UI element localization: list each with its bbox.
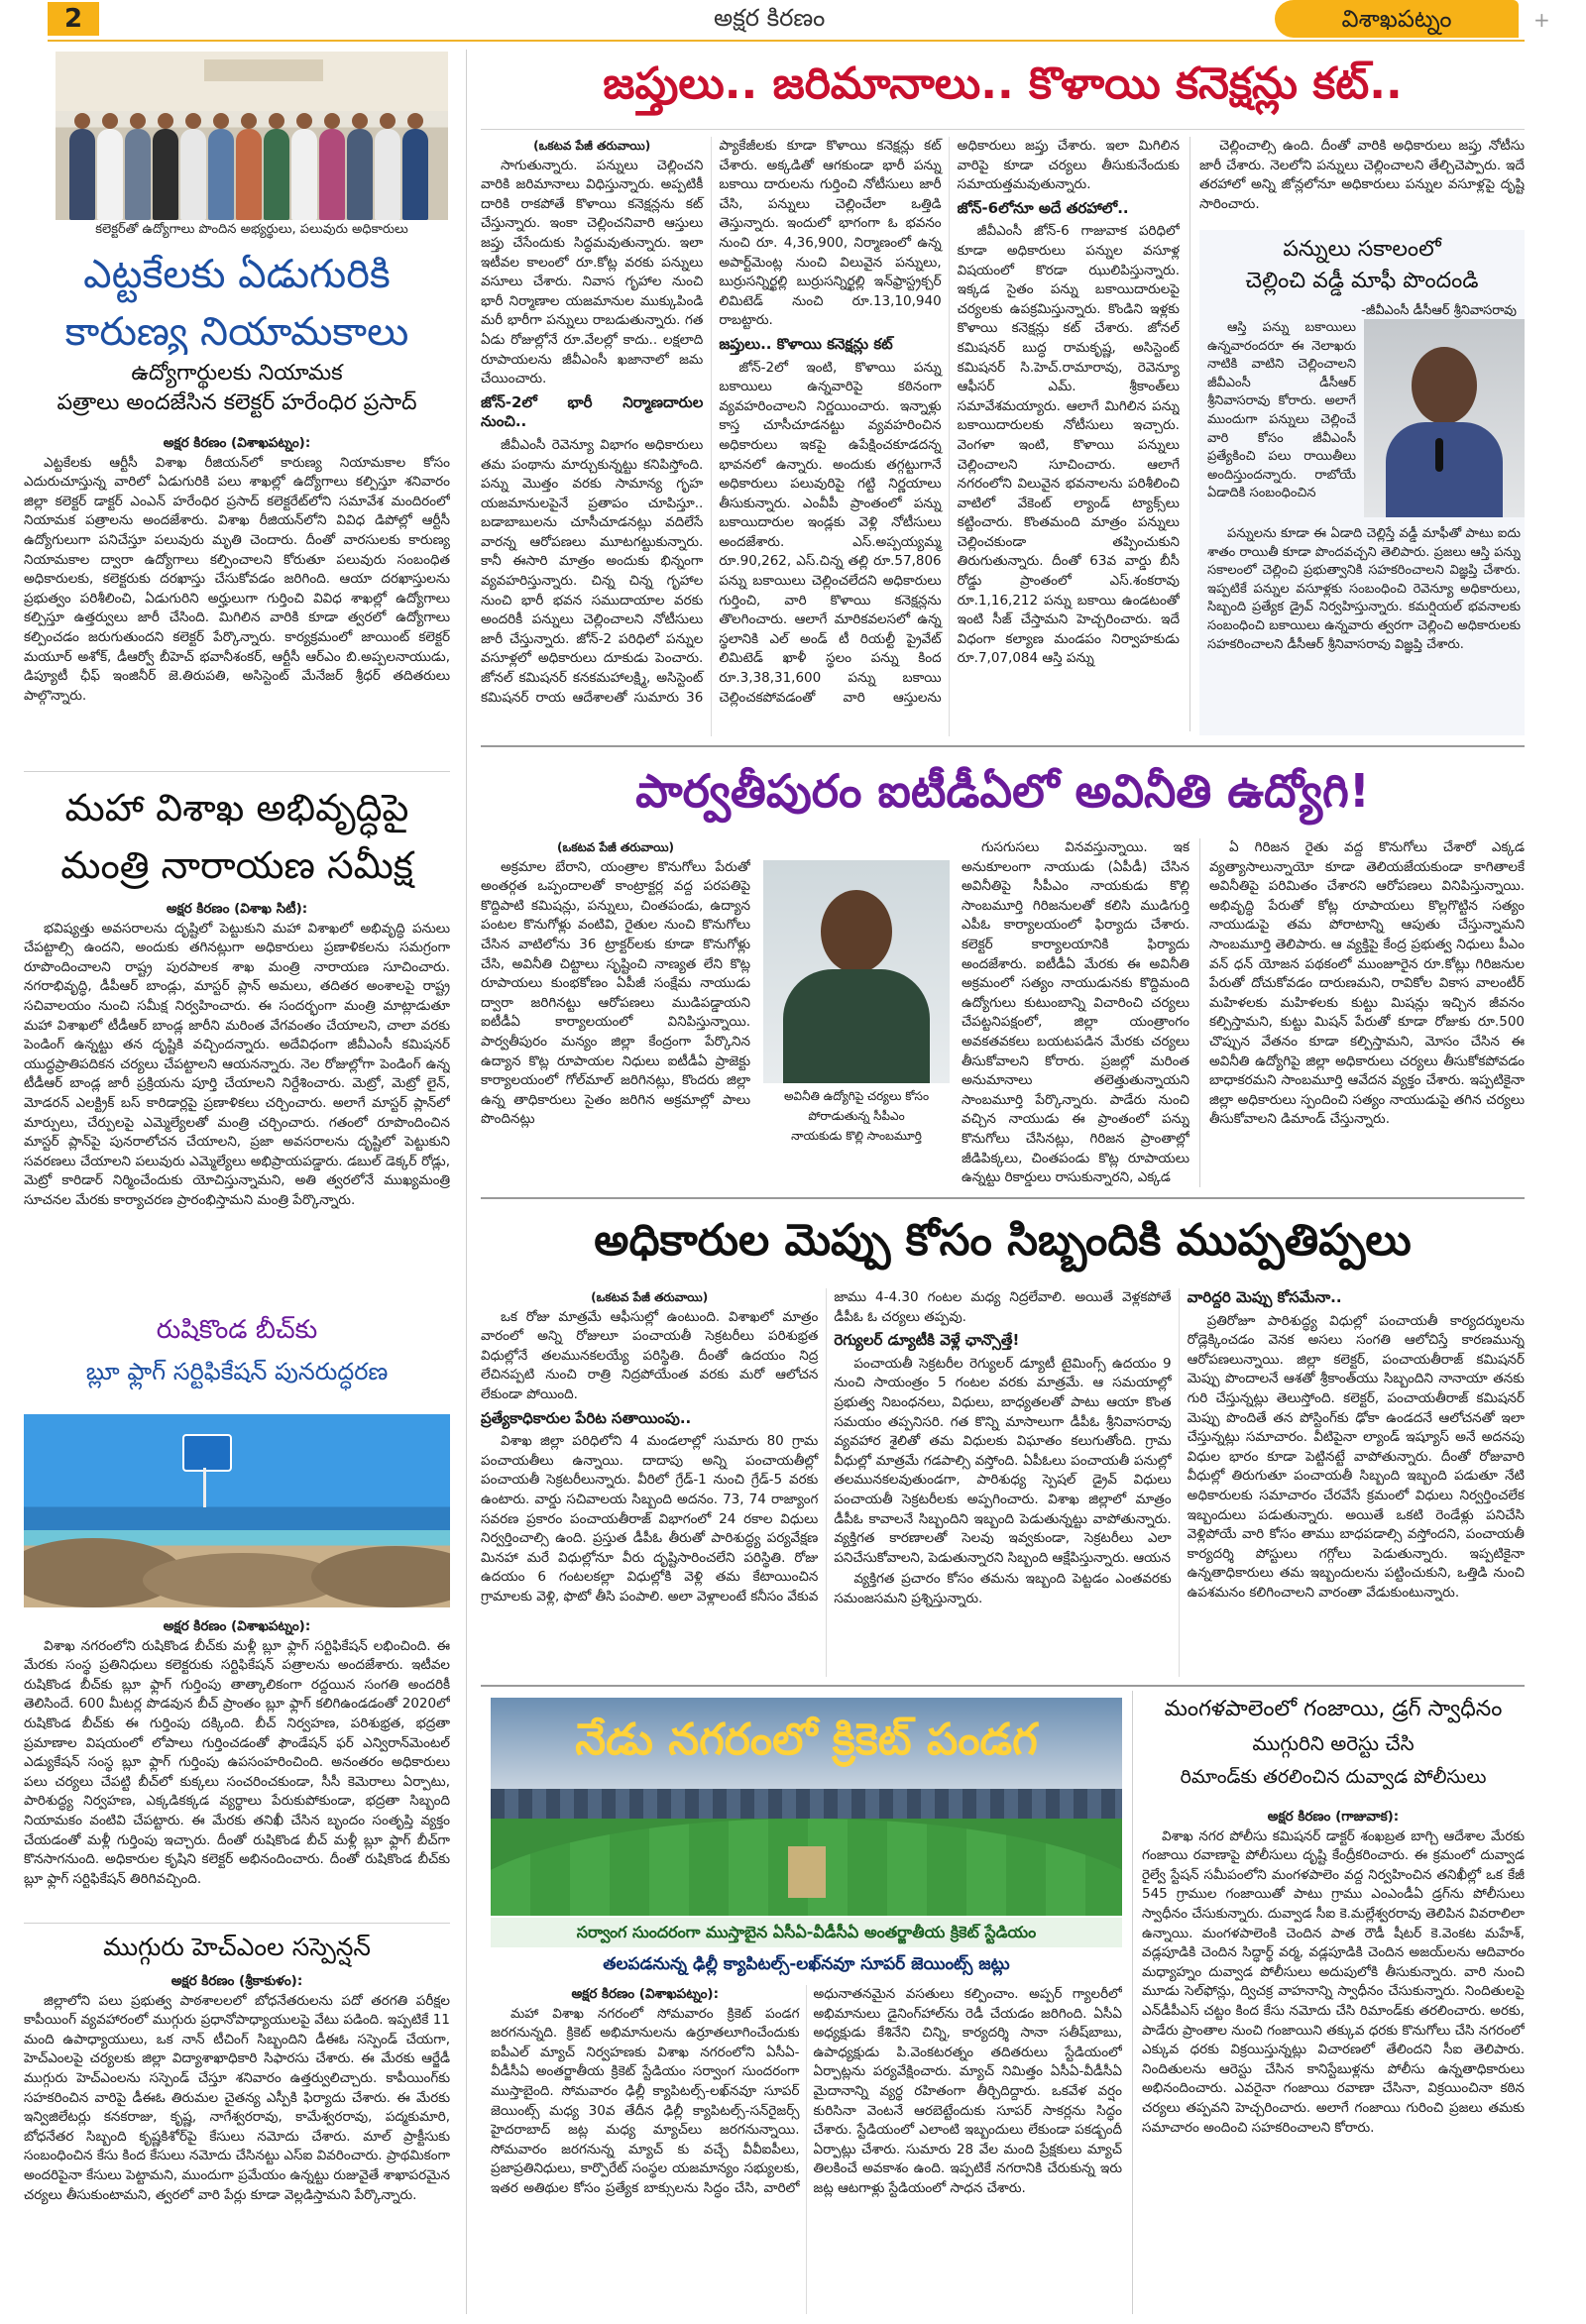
story-mid-col1: (ఒకటవ పేజీ తరువాయి) అక్రమాల బేరాని, యంత్రాల కొనుగోలు పేరుతో అంతర్గత ఒప్పందాలతో కాంట్రాక్టర్ల వద్ద పరపతిపై కొద్దిపాటి కమిషన్లు, పన్నులు, చింతపండు, ఉద్యాన పంటల కొనుగోళ్లు వంటివి, రైతుల నుంచి కొనుగోలు చేసిన వాటిలోను 36 ట్రాక్టర్‌లకు కూడా కొనుగోళ్లు చేసి, అవినీతి చిట్టాలు సృష్టించి నాణ్యత లేని కొట్ల రూపాయలు కుంభకోణం ఏపీజీ సంక్షేమ నాయుడు ద్వారా జరిగినట్టు ఆరోపణలు ముడిపడ్డాయని ఐటీడీఏ కార్యాలయంలో వినిపిస్తున్నాయి. పార్వతీపురం మన్యం జిల్లా కేంద్రంగా పేర్కొనిన ఉద్యాన కొట్ల రూపాయల నిధులు ఐటీడీఏ ప్రాజెక్టు కార్యాలయంలో గోల్‌మాల్‌ జరిగినట్లు, కొందరు జిల్లా ఉన్న తాధికారులు సైతం జరిగిన అక్రమాల్లో పాలు పొందినట్లు <box>481 840 750 1128</box>
collector-group-photo <box>56 52 448 220</box>
tax-waiver-box: పన్నులు సకాలంలో చెల్లించి వడ్డీ మాఫీ పొందండి -జీవీఎంసీ డీసీఆర్‌ శ్రీనివాసరావు <box>1199 230 1525 735</box>
blue-flag-icon <box>182 1434 232 1472</box>
story3-body: అక్షర కిరణం (విశాఖపట్నం): విశాఖ నగరంలోని రుషికొండ బీచ్‌కు మళ్లీ బ్లూ ఫ్లాగ్‌ సర్టిఫికేషన్‌ లభించింది. ఈ మేరకు సంస్థ ప్రతినిధులు కలెక్టరుకు సర్టిఫికేషన్‌ పత్రాలను అందజేశారు. ఇటీవల రుషికొండ బీచ్‌కు బ్లూ ఫ్లాగ్‌ గుర్తింపు తాత్కాలికంగా రద్దయిన సంగతి అందరికీ తెలిసిందే. 600 మీటర్ల పొడవున బీచ్‌ ప్రాంతం బ్లూ ఫ్లాగ్‌ కలిగిఉండడంతో 2020లో రుషికొండ బీచ్‌కు ఈ గుర్తింపు దక్కింది. బీచ్‌ నిర్వహణ, పరిశుభ్రత, భద్రతా ప్రమాణాల విషయంలో లోపాలు గుర్తించడంతో ఫౌండేషన్‌ ఫర్‌ ఎన్విరాన్‌మెంటల్‌ ఎడ్యుకేషన్‌ సంస్థ బ్లూ ఫ్లాగ్‌ గుర్తింపు ఉపసంహరించింది. అనంతరం అధికారులు పలు చర్యలు చేపట్టి బీచ్‌లో కుక్కలు సంచరించకుండా, సీసీ కెమెరాలు ఏర్పాటు, పారిశుద్ధ్య నిర్వహణ, ఎక్కడికక్కడ వ్యర్థాలు పేరుకుపోకుండా, భద్రతా సిబ్బంది నియామకం వంటివి చేపట్టారు. ఈ మేరకు తనిఖీ చేసిన బృందం సంతృప్తి వ్యక్తం చేయడంతో మళ్లీ గుర్తింపు ఇచ్చారు. దీంతో రుషికొండ బీచ్‌ మళ్లీ బ్లూ ఫ్లాగ్‌ బీచ్‌గా కొనసాగనుంది. అధికారుల కృషిని కలెక్టర్‌ అభినందించారు. దీంతో రుషికొండ బీచ్‌కు బ్లూ ఫ్లాగ్‌ సర్టిఫికేషన్‌ తిరిగివచ్చింది. <box>24 1618 450 1887</box>
dcr-srinivasarao-photo <box>1364 319 1525 517</box>
photo-caption: కలెక్టర్‌తో ఉద్యోగాలు పొందిన అభ్యర్థులు, పలువురు అధికారులు <box>95 222 408 237</box>
cricket-stadium-photo <box>491 1698 1122 1916</box>
story-top-body: (ఒకటవ పేజీ తరువాయి) సాగుతున్నారు. పన్నులు చెల్లించని వారికి జరిమానాలు విధిస్తున్నారు. అప్పటికీ దారికి రాకపోతే కొళాయి కనెక్షన్లను కట్‌ చేస్తున్నారు. ఇంకా చెల్లించనివారి ఆస్తులు జప్తు చేసేందుకు సిద్ధమవుతున్నారు. ఇలా ఇటీవల కాలంలో రూ.కోట్ల వరకు పన్నులు వసూలు చేశారు. నివాస గృహాల నుంచి భారీ నిర్మాణాల యజమానుల ముక్కుపిండి మరీ భారీగా పన్నులు రాబడుతున్నారు. గత ఏడు రోజుల్లోనే రూ.వేలల్లో కాదు.. లక్షలాది రూపాయలను జీవీఎంసీ ఖజానాలో జమ చేయించారు. జోన్‌-2లో భారీ నిర్మాణదారుల నుంచి.. జీవీఎంసీ రెవెన్యూ విభాగం అధికారులు తమ పంథాను మార్చుకున్నట్టు కనిపిస్తోంది. పన్ను మొత్తం వరకు సామాన్య గృహ యజమానులపైనే ప్రతాపం చూపిస్తూ.. బడాబాబులను చూసీచూడనట్లు వదిలేసే వారన్న ఆరోపణలు మూటగట్టుకున్నారు. కానీ ఈసారి మాత్రం అందుకు భిన్నంగా వ్యవహరిస్తున్నారు. చిన్న చిన్న గృహాల నుంచి భారీ భవన సముదాయాల వరకు అందరికీ పన్నులు చెల్లించాలని నోటీసులు జారీ చేస్తున్నారు. జోన్‌-2 పరిధిలో పన్నుల వసూళ్లలో అధికారులు దూకుడు పెంచారు. జోనల్‌ కమిషనర్‌ కనకమహాలక్ష్మి, అసిస్టెంట్‌ కమిషనర్‌ రాయ ఆదేశాలతో సుమారు 36 ప్యాకేజీలకు కూడా కొళాయి కనెక్షన్లు కట్‌ చేశారు. అక్కడితో ఆగకుండా భారీ పన్ను బకాయి దారులను గుర్తించి నోటీసులు జారీ చేసి, పన్నులు చెల్లించేలా ఒత్తిడి తెస్తున్నారు. ఇందులో భాగంగా ఓ భవనం నుంచి రూ. 4,36,900, నిర్మాణంలో ఉన్న అపార్ట్‌మెంట్ల నుంచి విలువైన పన్నులు, బుర్రుసన్నిర్ఖల్లి బుర్రుసన్నిర్ఖల్లి ఇన్‌ఫ్రాస్ట్రక్చర్‌ లిమిటెడ్‌ నుంచి రూ.13,10,940 రాబట్టారు. జప్తులు.. కొళాయి కనెక్షన్లు కట్‌ జోన్‌-2లో ఇంటి, కొళాయి పన్ను బకాయిలు ఉన్నవారిపై కఠినంగా వ్యవహరించాలని నిర్ణయించారు. ఇన్నాళ్లు కాస్త చూసీచూడనట్టు వ్యవహరించిన అధికారులు ఇకపై ఉపేక్షించకూడదన్న భావనలో ఉన్నారు. అందుకు తగ్గట్టుగానే అధికారులు పలువురిపై గట్టి నిర్ణయాలు తీసుకున్నారు. ఎంవీపీ ప్రాంతంలో పన్ను బకాయిదారుల ఇండ్లకు వెళ్లి నోటీసులు అందజేశారు. ఎస్‌.అప్పయ్యమ్మ రూ.90,262, ఎస్‌.చిన్న తల్లి రూ.57,806 పన్ను బకాయిలు చెల్లించలేదని అధికారులు గుర్తించి, వారి కొళాయి కనెక్షన్లను తొలగించారు. ఆలాగే మారికవలసలో ఉన్న స్థలానికి ఎల్‌ అండ్‌ టీ రియల్టీ ప్రైవేట్‌ లిమిటెడ్‌ ఖాళీ స్థలం పన్ను కింద రూ.3,38,31,600 పన్ను బకాయి చెల్లించకపోవడంతో వారి ఆస్తులను అధికారులు జప్తు చేశారు. ఇలా మిగిలిన వారిపై కూడా చర్యలు తీసుకునేందుకు సమాయత్తమవుతున్నారు. జోన్‌-6లోనూ అదే తరహాలో.. జీవీఎంసీ జోన్‌-6 గాజువాక పరిధిలో కూడా అధికారులు పన్నుల వసూళ్ల విషయంలో కొరడా ఝులిపిస్తున్నారు. ఇక్కడ సైతం పన్ను బకాయిదారులపై చర్యలకు ఉపక్రమిస్తున్నారు. కొండిని ఇళ్లకు కొళాయి కనెక్షన్లు కట్‌ చేశారు. జోనల్‌ కమిషనర్‌ బుద్ధ రామకృష్ణ, అసిస్టెంట్‌ కమిషనర్‌ సి.హెచ్‌.రామారావు, రెవెన్యూ ఆఫీసర్‌ ఎమ్‌. శ్రీకాంత్‌లు సమావేశమయ్యారు. ఆలాగే మిగిలిన పన్ను బకాయిదారులకు నోటీసులు ఇచ్చారు. వెంగళా ఇంటి, కొళాయి పన్నులు చెల్లించాలని సూచించారు. ఆలాగే నగరంలోని విలువైన భవనాలను పరిశీలించి వాటిలో వేకెంట్‌ ల్యాండ్‌ ట్యాక్స్‌లు కట్టించారు. కొంతమంది మాత్రం పన్నులు చెల్లించకుండా తప్పించుకుని తిరుగుతున్నారు. దీంతో 63వ వార్డు బీసీ రోడ్డు ప్రాంతంలో ఎస్‌.శంకరావు రూ.1,16,212 పన్ను బకాయి ఉండటంతో ఇంటి సీజ్‌ చేస్తామని హెచ్చరించారు. ఇదే విధంగా కల్యాణ మండపం నిర్వాహకుడు రూ.7,07,084 ఆస్తి పన్ను <box>481 138 1180 706</box>
cricket-caption-1: సర్వాంగ సుందరంగా ముస్తాబైన ఏసీఏ-వీడీసీఏ అంతర్జాతీయ క్రికెట్‌ స్టేడియం <box>491 1918 1122 1947</box>
page-number: 2 <box>48 2 99 36</box>
story2-body: అక్షర కిరణం (విశాఖ సిటీ): భవిష్యత్తు అవసరాలను దృష్టిలో పెట్టుకుని మహా విశాఖలో అభివృద్ధి పనులు చేపట్టాల్సి ఉందని, అందుకు తగినట్లుగా అధికారులు ప్రణాళికలను సమగ్రంగా రూపొందించాలని రాష్ట్ర పురపాలక శాఖ మంత్రి నారాయణ సూచించారు. నగరాభివృద్ధి, డీపీఆర్‌ బాండ్లు, మాస్టర్‌ ప్లాన్‌ అమలు, తదితర అంశాలపై రాష్ట్ర సచివాలయం నుంచి సమీక్ష నిర్వహించారు. ఈ సందర్భంగా మంత్రి మాట్లాడుతూ మహా విశాఖలో టీడీఆర్‌ బాండ్ల జారీని మరింత వేగవంతం చేయాలని, చాలా వరకు పెండింగ్‌ ఉన్నట్టు తన దృష్టికి వచ్చిందన్నారు. అదేవిధంగా జీవీఎంసీ కమిషనర్‌ యుద్ధప్రాతిపదికన చర్యలు చేపట్టాలని ఆయనన్నారు. నెల రోజుల్లోగా పెండింగ్‌ ఉన్న టీడీఆర్‌ బాండ్ల జారీ ప్రక్రియను పూర్తి చేయాలని నిర్దేశించారు. మెట్రో, మెట్రో లైన్‌, మోడరన్‌ ఎలక్ట్రిక్‌ బస్‌ కారిడార్లపై ప్రణాళికలు చర్చించారు. అలాగే మాస్టర్‌ ప్లాన్‌లో మార్పులు, చేర్పులపై ఎమ్మెల్యేలతో మంత్రి చర్చించారు. గతంలో రూపొందించిన మాస్టర్‌ ప్లాన్‌పై పునరాలోచన చేయాలని, ప్రజా అవసరాలను దృష్టిలో పెట్టుకుని సవరణలు చేయాలని పలువురు ఎమ్మెల్యేలు అభిప్రాయపడ్డారు. డబుల్‌ డెక్కర్‌ రోడ్లు, మెట్రో కారిడార్‌ నిర్మించేందుకు యోచిస్తున్నామని, అతి త్వరలోనే ముఖ్యమంత్రి సూచనల మేరకు కార్యాచరణ ప్రారంభిస్తామని మంత్రి పేర్కొన్నారు. <box>24 901 450 1208</box>
story2-headline: మహా విశాఖ అభివృద్ధిపై మంత్రి నారాయణ సమీక్ష <box>60 786 413 887</box>
paper-name: అక్షర కిరణం <box>714 4 826 32</box>
story3-headline: రుషికొండ బీచ్‌కు బ్లూ ఫ్లాగ్‌ సర్టిఫికేషన్‌ పునరుద్ధరణ <box>85 1315 389 1385</box>
story4-body: అక్షర కిరణం (శ్రీకాకుళం): జిల్లాలోని పలు ప్రభుత్వ పాఠశాలలలో బోధనేతరులను పదో తరగతి పరీక్షల కాపీయింగ్‌ వ్యవహారంలో ముగ్గురు ప్రధానోపాధ్యాయులపై వేటు పడింది. ఇప్పటికే 11 మంది ఉపాధ్యాయులు, ఒక నాన్‌ టీచింగ్‌ సిబ్బందిని డీఈఓ సస్పెండ్‌ చేయగా, హెచ్‌ఎంలపై చర్యలకు జిల్లా విద్యాశాఖాధికారి సిఫారసు చేశారు. ఈ మేరకు ఆర్జేడీ ముగ్గురు హెచ్‌ఎంలను సస్పెండ్‌ చేస్తూ శనివారం ఉత్తర్వులిచ్చారు. కాపీయింగ్‌కు సహకరించిన వారిపై డీఈఓ తిరుమల చైతన్య ఎస్పీకి ఫిర్యాదు చేశారు. ఈ మేరకు ఇన్విజిలేటర్లు కనకరాజు, కృష్ణ, నాగేశ్వరరావు, కామేశ్వరరావు, పద్మకుమారి, బోధనేతర సిబ్బంది కృష్ణకిశోర్‌పై కేసులు నమోదు చేశారు. మాల్‌ ప్రాక్టీసుకు సంబంధించిన కేసు కింద కేసులు నమోదు చేసినట్టు ఎస్‌ఐ వివరించారు. ప్రాథమికంగా అందరిపైనా కేసులు పెట్టామని, ముందుగా ప్రమేయం ఉన్నట్టు రుజువైతే శాఖాపరమైన చర్యలు తీసుకుంటామని, త్వరలో వారి పేర్లు కూడా వెల్లడిస్తామని పేర్కొన్నారు. <box>24 1973 450 2203</box>
header-rule <box>48 40 1525 42</box>
story-mid-headline: పార్వతీపురం ఐటీడీఏలో అవినీతి ఉద్యోగి! <box>635 764 1370 818</box>
rushikonda-beach-photo <box>24 1414 450 1607</box>
ganja-body: అక్షర కిరణం (గాజువాక): విశాఖ నగర పోలీసు కమిషనర్‌ డాక్టర్‌ శంఖబ్రత బాగ్చి ఆదేశాల మేరకు గంజాయి రవాణాపై పోలీసులు దృష్టి కేంద్రీకరించారు. ఈ క్రమంలో దువ్వాడ రైల్వే స్టేషన్‌ సమీపంలోని మంగళపాలెం వద్ద నిర్వహించిన తనిఖీల్లో ఒక కేజీ 545 గ్రాముల గంజాయితో పాటు గ్రాము ఎంఎండీఏ డ్రగ్‌ను పోలీసులు స్వాధీనం చేసుకున్నారు. దువ్వాడ సీఐ కె.మల్లేశ్వరరావు తెలిపిన వివరాలిలా ఉన్నాయి. మంగళపాలెంకి చెందిన పాత రౌడీ షీటర్‌ కె.వెంకట మహేశ్‌, వడ్లపూడికి చెందిన సిద్ధార్థ్‌ వర్మ, వడ్లపూడికి చెందిన అజయ్‌లను ఆదివారం మధ్యాహ్నం దువ్వాడ పోలీసులు అదుపులోకి తీసుకున్నారు. వారి నుంచి మూడు సెల్‌ఫోన్లు, ద్విచక్ర వాహనాన్ని స్వాధీనం చేసుకున్నారు. నిందితులపై ఎన్‌డీపీఎస్‌ చట్టం కింద కేసు నమోదు చేసి రిమాండ్‌కు తరలించారు. అరకు, పాడేరు ప్రాంతాల నుంచి గంజాయిని తక్కువ ధరకు కొనుగోలు చేసి నగరంలో ఎక్కువ ధరకు విక్రయిస్తున్నట్లు విచారణలో తేలిందని సీఐ తెలిపారు. నిందితులను ఆరెస్టు చేసిన కానిస్టేబుళ్లను పోలీసు ఉన్నతాధికారులు అభినందించారు. ఎవరైనా గంజాయి రవాణా చేసినా, విక్రయించినా కఠిన చర్యలు తప్పవని హెచ్చరించారు. అలాగే గంజాయి గురించి ప్రజలు తమకు సమాచారం అందించి సహకరించాలని కోరారు. <box>1142 1809 1525 2136</box>
page-header <box>0 0 1586 40</box>
story-staff-headline: అధికారుల మెప్పు కోసం సిబ్బందికి ముప్పతిప్పలు <box>594 1215 1412 1266</box>
microphone-icon <box>1435 438 1443 472</box>
story-top-body-end: చెల్లించాల్సి ఉంది. దీంతో వారికి అధికారులు జప్తు నోటీసు జారీ చేశారు. నెలలోని పన్నులు చెల్లించాలని తేల్చిచెప్పారు. ఇదే తరహాలో అన్ని జోన్లలోనూ అధికారులు పన్నుల వసూళ్లపై దృష్టి సారించారు. <box>1199 138 1525 212</box>
story-staff-body: (ఒకటవ పేజీ తరువాయి) ఒక రోజు మాత్రమే ఆఫీసుల్లో ఉంటుంది. విశాఖలో మాత్రం వారంలో అన్ని రోజులూ పంచాయతీ సెక్రటరీలు పరిశుభ్రత విధుల్లోనే తలమునకలయ్యే పరిస్థితి. దీంతో ఉదయం నిద్ర లేచినప్పటి నుంచి రాత్రి నిద్రపోయేంత వరకు మరో ఆలోచన లేకుండా పోయింది. ప్రత్యేకాధికారుల పేరిట సతాయింపు.. విశాఖ జిల్లా పరిధిలోని 4 మండలాల్లో సుమారు 80 గ్రామ పంచాయతీలు ఉన్నాయి. దాదాపు అన్ని పంచాయతీల్లో పంచాయతీ సెక్రటరీలున్నారు. వీరిలో గ్రేడ్‌-1 నుంచి గ్రేడ్‌-5 వరకు ఉంటారు. వార్డు సచివాలయ సిబ్బంది అదనం. 73, 74 రాజ్యాంగ సవరణ ప్రకారం పంచాయతీరాజ్‌ విభాగంలో 24 రకాల విధులు నిర్వర్తించాల్సి ఉంది. ప్రస్తుత డీపీఓ తీరుతో పారిశుద్ధ్య పర్యవేక్షణ మినహా మరే విధుల్లోనూ వీరు దృష్టిసారించలేని పరిస్థితి. రోజు ఉదయం 6 గంటలకల్లా విధుల్లోకి వెళ్లి తమ కేటాయించిన గ్రామాలకు వెళ్లి, ఫొటో తీసి పంపాలి. అలా వెళ్లాలంటే కనీసం వేకువ జాము 4-4.30 గంటల మధ్య నిద్రలేవాలి. అయితే వెళ్లకపోతే డీపీఓ ఓ చర్యలు తప్పవు. రెగ్యులర్‌ డ్యూటీకి వెళ్లే ఛాన్సొత్తే! పంచాయతీ సెక్రటరీల రెగ్యులర్‌ డ్యూటీ టైమింగ్స్‌ ఉదయం 9 నుంచి సాయంత్రం 5 గంటల వరకు మాత్రమే. ఆ సమయాల్లో ప్రభుత్వ నిబంధనలు, విధులు, బాధ్యతలతో పాటు ఆయా కొంత సమయం తప్పనిసరి. గత కొన్ని మాసాలుగా డీపీఓ శ్రీనివాసరావు వ్యవహార శైలితో తమ విధులకు విఘాతం కలుగుతోంది. గ్రామ వీధుల్లో మాత్రమే గడపాల్సి వస్తోంది. ఏపీఓలు పంచాయతీ పనుల్లో తలమునకలవుతుండగా, పారిశుధ్య స్పెషల్‌ డ్రైవ్‌ విధులు పంచాయతీ సెక్రటరీలకు అప్పగించారు. విశాఖ జిల్లాలో మాత్రం డీపీఓ కావాలనే సిబ్బందిని ఇబ్బంది పెడుతున్నట్టు వాపోతున్నారు. వ్యక్తిగత కారణాలతో సెలవు ఇవ్వకుండా, సెక్రటరీలు ఎలా పనిచేసుకోవాలని, పెడుతున్నారని సిబ్బంది ఆక్షేపిస్తున్నారు. ఆయన వ్యక్తిగత ప్రచారం కోసం తమను ఇబ్బంది పెట్టడం ఎంతవరకు సమంజసమని ప్రశ్నిస్తున్నారు. వారిద్దరి మెప్పు కోసమేనా.. ప్రతిరోజూ పారిశుద్ధ్య విధుల్లో పంచాయతీ కార్యదర్శులను రోడ్లెక్కించడం వెనక అసలు సంగతి ఆలోచిస్తే కారణమున్న ఆరోపణలున్నాయి. జిల్లా కలెక్టర్‌, పంచాయతీరాజ్‌ కమిషనర్‌ మెప్పు పొందాలనే ఆశతో శ్రీకాంత్‌యు సిబ్బందిని నానాయా తనకు గురి చేస్తున్నట్లు తెలుస్తోంది. కలెక్టర్‌, పంచాయతీరాజ్‌ కమిషనర్‌ మెప్పు పొందితే తన పోస్టింగ్‌కు ఢోకా ఉండదనే ఆలోచనతో ఇలా చేస్తున్నట్లు సమాచారం. వీటిపైనా ల్యాండ్‌ ఇష్యూస్‌ అనే అదనపు విధుల భారం కూడా పెట్టినట్టే వాపోతున్నారు. దీంతో రోజువారి వీధుల్లో తిరుగుతూ పంచాయతీ సిబ్బంది ఇబ్బంది పడుతూ నేటి అధికారులకు సమాచారం చేరవేసే క్రమంలో విధులు నిర్వర్తించలేక ఇబ్బందులు పడుతున్నారు. అయితే ఒకటి రెండేళ్లు పనిచేసి వెళ్లిపోయే వారి కోసం తాము బాధపడాల్సి వస్తోందని, పంచాయతీ కార్యదర్శి పోస్టులు గగ్గోలు పెడుతున్నారు. ఇప్పటికైనా ఉన్నతాధికారులు తమ ఇబ్బందులను పట్టించుకుని, ఒత్తిడి నుంచి ఉపశమనం కలిగించాలని వారంతా వేడుకుంటున్నారు. <box>481 1288 1525 1606</box>
crosshair-icon: + <box>1533 8 1550 32</box>
tax-box-body-top: ఆస్తి పన్ను బకాయిలు ఉన్నవారందరూ ఈ నెలాఖరు నాటికి వాటిని చెల్లించాలని జీవీఎంసీ డీసీఆర్‌ శ్రీనివాసరావు కోరారు. అలాగే ముందుగా పన్నులు చెల్లించే వారి కోసం జీవీఎంసీ ప్రత్యేకించి పలు రాయితీలు అందిస్తుందన్నారు. రాబోయే ఏడాదికి సంబంధించిన <box>1207 320 1356 501</box>
edition-city: విశాఖపట్నం <box>1275 0 1519 38</box>
story1-headline: ఎట్టకేలకు ఏడుగురికి కారుణ్య నియామకాలు <box>64 252 409 355</box>
ganja-headline: మంగళపాలెంలో గంజాయి, డ్రగ్‌ స్వాధీనం ముగ్గురిని అరెస్టు చేసి రిమాండ్‌కు తరలించిన దువ్వాడ పోలీసులు <box>1164 1697 1503 1788</box>
cricket-body: అక్షర కిరణం (విశాఖపట్నం): మహా విశాఖ నగరంలో సోమవారం క్రికెట్‌ పండగ జరగనున్నది. క్రికెట్‌ అభిమానులను ఉర్రూతలూగించేందుకు ఐపీఎల్‌ మ్యాచ్‌ నిర్వహణకు విశాఖ నగరంలోని ఏసీఏ-వీడీసీఏ అంతర్జాతీయ క్రికెట్‌ స్టేడియం సర్వాంగ సుందరంగా ముస్తాబైంది. సోమవారం ఢిల్లీ క్యాపిటల్స్‌-లఖ్‌నవూ సూపర్‌ జెయింట్స్‌ మధ్య 30వ తేదీన ఢిల్లీ క్యాపిటల్స్‌-సన్‌రైజర్స్‌ హైదరాబాద్‌ జట్ల మధ్య మ్యాచ్‌లు జరగనున్నాయి. సోమవారం జరగనున్న మ్యాచ్‌ కు వచ్చే వీవీఐపీలు, ప్రజాప్రతినిధులు, కార్పొరేట్‌ సంస్థల యజమాన్యం సభ్యులకు, ఇతర అతిథుల కోసం ప్రత్యేక బాక్సులను సిద్ధం చేసి, వారిలో అధునాతనమైన వసతులు కల్పించాం. అప్పర్‌ గ్యాలరీలో అభిమానులు డైనింగ్‌హాల్‌ను రెడీ చేయడం జరిగింది. ఏసీఏ అధ్యక్షుడు కేశినేని చిన్ని, కార్యదర్శి సానా సతీష్‌బాబు, ఉపాధ్యక్షుడు పి.వెంకటరత్నం తదితరులు స్టేడియంలో ఏర్పాట్లను పర్యవేక్షించారు. మ్యాచ్‌ నిమిత్తం ఏసీఏ-వీడీసీఏ మైదానాన్ని వ్యర్థ రహితంగా తీర్చిదిద్దారు. ఒకవేళ వర్షం కురిసినా వెంటనే ఆరబెట్టేందుకు సూపర్‌ సాకర్లను సిద్ధం చేశారు. స్టేడియంలో ఎలాంటి ఇబ్బందులు లేకుండా పకడ్బందీ ఏర్పాట్లు చేశారు. సుమారు 28 వేల మంది ప్రేక్షకులు మ్యాచ్‌ తిలకించే అవకాశం ఉంది. ఇప్పటికే నగరానికి చేరుకున్న ఇరు జట్ల ఆటగాళ్లు స్టేడియంలో సాధన చేశారు. <box>491 1986 1122 2196</box>
story-mid-col3: ఏ గిరిజన రైతు వద్ద కొనుగోలు చేశారో ఎక్కడ వ్యత్యాసాలున్నాయో కూడా తెలియజేయకుండా కాగితాలకే అవినీతిపై పరిమితం చేశారని ఆరోపణలు వినిపిస్తున్నాయి. అభివృద్ధి పేరుతో కోట్ల రూపాయలు కొల్లగొట్టిన సత్యం నాయుడుపై తమ పోరాటాన్ని ఆపుతు చేస్తున్నామని సాంబమూర్తి తెలిపారు. ఆ వ్యక్తిపై కేంద్ర ప్రభుత్వ నిధులు పీఎం వన్‌ ధన్‌ యోజన పథకంలో ముంజూరైన రూ.కోట్లు గిరిజనుల పేరుతో దోచుకోవడం దారుణమని, రావికోల వికాస వాలంటీర్‌ మహిళలకు మహిళలకు కుట్టు మిషన్లు ఇచ్చిన జీవనం కల్పిస్తామని, కుట్టు మిషన్‌ పేరుతో కూడా రోజుకు రూ.500 చొప్పున వేతనం కూడా కల్పిస్తామని, మోసం చేసిన ఈ అవినీతి ఉద్యోగిపై జిల్లా అధికారులు చర్యలు తీసుకోకపోవడం బాధాకరమని సాంబమూర్తి ఆవేదన వ్యక్తం చేశారు. ఇప్పటికైనా జిల్లా అధికారులు స్పందించి సత్యం నాయుడుపై తగిన చర్యలు తీసుకోవాలని డిమాండ్‌ చేస్తున్నారు. <box>1209 839 1525 1128</box>
story-mid-col2: గుసగుసలు వినవస్తున్నాయి. ఇక అనుకూలంగా నాయుడు (ఏపీడీ) చేసిన అవినీతిపై సీపీఎం నాయకుడు కొల్లి సాంబమూర్తి గిరిజనులతో కలిసి ముడిగుర్తి ఎపీఓ కార్యాలయంలో ఫిర్యాదు చేశారు. కలెక్టర్‌ కార్యాలయానికి ఫిర్యాదు అందజేశారు. ఐటీడీఏ మేరకు ఈ అవినీతి అక్రమంలో సత్యం నాయుడునకు కొద్దిమంది ఉద్యోగులు కుటుంబాన్ని విచారించి చర్యలు చేపట్టనిపక్షంలో, జిల్లా యంత్రాంగం అవకతవకలు బయటపడిన మేరకు చర్యలు తీసుకోవాలని కోరారు. ప్రజల్లో మరింత అనుమానాలు తలెత్తుతున్నాయని సాంబమూర్తి పేర్కొన్నారు. పాడేరు నుంచి వచ్చిన నాయుడు ఈ ప్రాంతంలో పన్ను కొనుగోలు చేసినట్లు, గిరిజన ప్రాంతాల్లో జీడిపిక్కలు, చింతపండు కొట్ల రూపాయలు ఉన్నట్టు రికార్డులు రాసుకున్నారని, ఎక్కడ <box>962 839 1190 1186</box>
story1-body: అక్షర కిరణం (విశాఖపట్నం): ఎట్టకేలకు ఆర్టీసీ విశాఖ రీజియన్‌లో కారుణ్య నియామకాల కోసం ఎదురుచూస్తున్న వారిలో ఏడుగురికి పలు శాఖల్లో ఉద్యోగాలు కల్పిస్తూ శనివారం జిల్లా కలెక్టర్‌ డాక్టర్‌ ఎంఎన్‌ హరేంధిర ప్రసాద్‌ కలెక్టరేట్‌లోని సమావేశ మందిరంలో నియామక పత్రాలను అందజేశారు. విశాఖ రీజియన్‌లోని వివిధ డిపోల్లో ఆర్టీసీ ఉద్యోగులుగా పనిచేస్తూ పలువురు మృతి చెందారు. దీంతో వారసులకు కారుణ్య నియామకాల ద్వారా ఉద్యోగాలు కల్పించాలని కోరుతూ పలువురు సంబంధిత అధికారులకు, కలెక్టరుకు దరఖాస్తు చేసుకోవడం జరిగింది. ఆయా దరఖాస్తులను ప్రభుత్వం పరిశీలించి, ఏడుగురిని అర్హులుగా గుర్తించి వివిధ శాఖల్లో ఉద్యోగాలు కల్పిస్తూ ఉత్తర్వులు జారీ చేసింది. మిగిలిన వారికి కూడా త్వరలో ఉద్యోగాలు కల్పించడం జరుగుతుందని కలెక్టర్‌ పేర్కొన్నారు. కార్యక్రమంలో జాయింట్‌ కలెక్టర్‌ మయూర్‌ అశోక్‌, డీఆర్వో బీహెచ్‌ భవానీశంకర్‌, ఆర్టీసీ ఆర్‌ఎం బి.అప్పలనాయుడు, డిప్యూటీ ఛీఫ్‌ ఇంజినీర్‌ జె.తిరుపతి, అసిస్టెంట్‌ మేనేజర్‌ శ్రీధర్‌ తదితరులు పాల్గొన్నారు. <box>24 435 450 704</box>
cricket-caption-2: తలపడనున్న ఢిల్లీ క్యాపిటల్స్‌-లఖ్‌నవూ సూపర్‌ జెయింట్స్‌ జట్లు <box>603 1954 1010 1974</box>
sambamurthy-caption: అవినీతి ఉద్యోగిపై చర్యలు కోసం పోరాడుతున్న సీపీఎం నాయకుడు కొల్లి సాంబమూర్తి <box>763 1086 950 1152</box>
story1-kicker: ఉద్యోగార్థులకు నియామక పత్రాలు అందజేసిన కలెక్టర్‌ హరేంధిర ప్రసాద్‌ <box>57 361 417 415</box>
tax-box-body-bottom: పన్నులను కూడా ఈ ఏడాది చెల్లిస్తే వడ్డీ మాఫీతో పాటు ఐదు శాతం రాయితీ కూడా పొందవచ్చని తెలిపారు. ప్రజలు ఆస్తి పన్ను సకాలంలో చెల్లించి ప్రభుత్వానికి సహకరించాలని విజ్ఞప్తి చేశారు. ఇప్పటికే పన్నుల వసూళ్లకు సంబంధించి రెవెన్యూ అధికారులు, సిబ్బంది ప్రత్యేక డ్రైవ్‌ నిర్వహిస్తున్నారు. కమర్షియల్‌ భవనాలకు సంబంధించి బకాయిలు ఉన్నవారు త్వరగా చెల్లించి అధికారులకు సహకరించాలని డీసీఆర్‌ శ్రీనివాసరావు విజ్ఞప్తి చేశారు. <box>1207 526 1521 652</box>
sambamurthy-photo <box>763 860 950 1083</box>
cricket-headline: నేడు నగరంలో క్రికెట్‌ పండగ <box>575 1715 1038 1765</box>
story-top-headline: జప్తులు.. జరిమానాలు.. కొళాయి కనెక్షన్లు కట్‌.. <box>603 58 1403 109</box>
story4-headline: ముగ్గురు హెచ్‌ఎంల సస్పెన్షన్‌ <box>103 1933 371 1961</box>
